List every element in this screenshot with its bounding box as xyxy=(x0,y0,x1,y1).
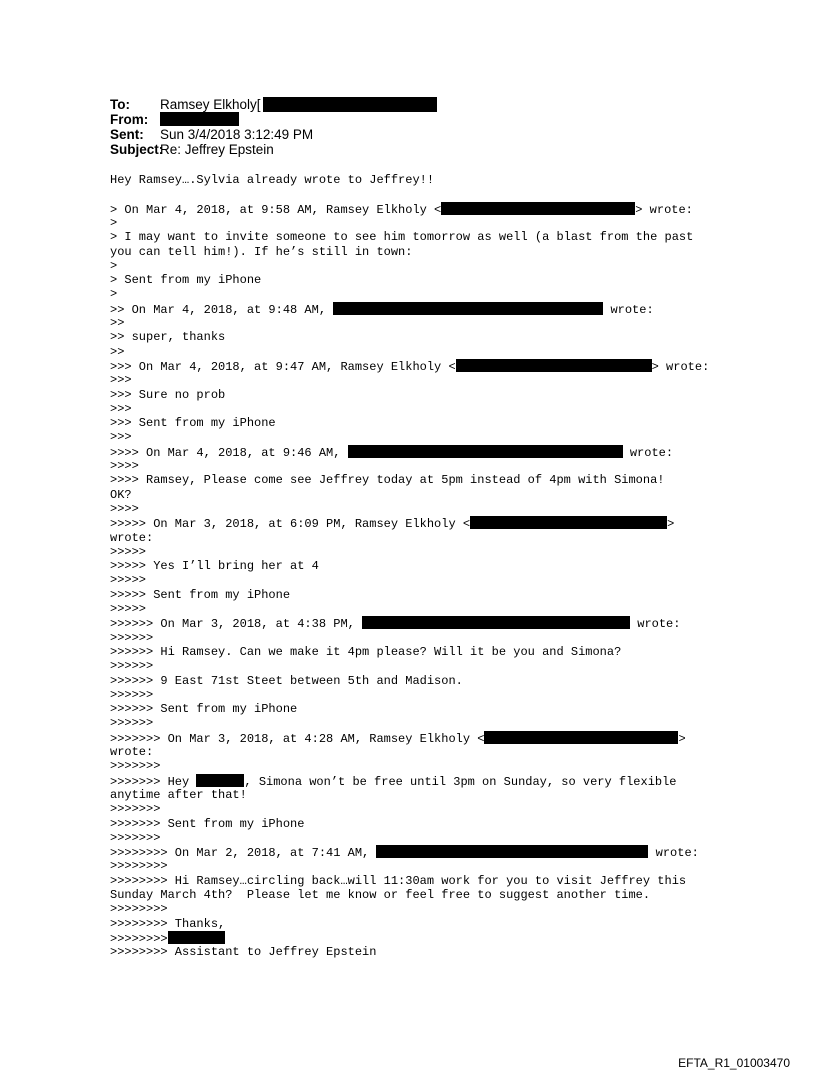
redaction-box xyxy=(196,774,244,787)
body-line: >>> xyxy=(110,430,132,445)
body-line: >>>>>> Sent from my iPhone xyxy=(110,702,298,717)
redaction-box xyxy=(484,731,678,744)
redaction-box xyxy=(168,931,225,944)
body-line: >>>>> On Mar 3, 2018, at 6:09 PM, Ramsey Elkholy < > xyxy=(110,517,675,532)
body-line: >>>> Ramsey, Please come see Jeffrey today at 5pm instead of 4pm with Simona! xyxy=(110,473,665,488)
body-line: >>>>>>>> Thanks, xyxy=(110,916,226,931)
body-line: >>> xyxy=(110,401,132,416)
subject-value: Re: Jeffrey Epstein xyxy=(160,142,274,157)
body-line: >>>>>> xyxy=(110,659,154,674)
subject-label: Subject: xyxy=(110,142,164,157)
redaction-box xyxy=(160,112,239,126)
sent-value: Sun 3/4/2018 3:12:49 PM xyxy=(160,127,314,142)
body-line: >>>>>>>> On Mar 2, 2018, at 7:41 AM, wrote: xyxy=(110,846,699,861)
redaction-box xyxy=(441,202,635,215)
body-line: >>>>> xyxy=(110,602,147,616)
body-line: >> super, thanks xyxy=(110,330,226,345)
redaction-box xyxy=(348,445,623,458)
redaction-box xyxy=(470,516,667,529)
document-id: EFTA_R1_01003470 xyxy=(678,1056,790,1070)
body-line: > I may want to invite someone to see him tomorrow as well (a blast from the past xyxy=(110,230,694,245)
body-line: >>>>>> xyxy=(110,630,154,645)
body-line: >>>>>>> Sent from my iPhone xyxy=(110,816,305,831)
body-line: you can tell him!). If he’s still in town: xyxy=(110,244,413,259)
body-line: >>>>>> Hi Ramsey. Can we make it 4pm please? Will it be you and Simona? xyxy=(110,644,622,659)
body-line: >>>>> xyxy=(110,573,147,588)
body-line: anytime after that! xyxy=(110,787,247,802)
body-line: >>>>>>>> xyxy=(110,931,225,945)
body-line: >>> Sent from my iPhone xyxy=(110,416,276,431)
body-line: >>>>>>>> Assistant to Jeffrey Epstein xyxy=(110,945,377,960)
body-line: >> xyxy=(110,344,125,359)
body-line: >>>> On Mar 4, 2018, at 9:46 AM, wrote: xyxy=(110,445,674,460)
body-line: >>>>> Sent from my iPhone xyxy=(110,587,291,602)
body-line: OK? xyxy=(110,487,132,502)
body-line: >> xyxy=(110,316,125,330)
redaction-box xyxy=(333,302,603,315)
body-line: >>>>>> xyxy=(110,716,154,731)
redaction-box xyxy=(362,616,630,629)
sent-label: Sent: xyxy=(110,127,144,142)
body-line: >>>>>>> xyxy=(110,802,161,817)
body-line: > xyxy=(110,258,118,273)
body-line: > xyxy=(110,287,118,302)
body-line: >>>>>>>> xyxy=(110,859,168,874)
body-line: >>>>>>>> Hi Ramsey…circling back…will 11:30am work for you to visit Jeffrey this xyxy=(110,873,687,888)
body-line: >>>> xyxy=(110,501,139,516)
redaction-box xyxy=(376,845,648,858)
body-line: >> On Mar 4, 2018, at 9:48 AM, wrote: xyxy=(110,302,654,317)
body-line: >>> On Mar 4, 2018, at 9:47 AM, Ramsey Elkholy < > wrote: xyxy=(110,359,710,374)
body-line: >>>>> Yes I’ll bring her at 4 xyxy=(110,559,319,574)
body-line: >>> xyxy=(110,373,132,388)
body-line: Sunday March 4th? Please let me know or feel free to suggest another time. xyxy=(110,888,651,902)
body-line: >>>>>> xyxy=(110,687,154,702)
body-line: >>>>>>>> xyxy=(110,902,168,917)
body-line: >>> Sure no prob xyxy=(110,387,226,402)
body-line: > xyxy=(110,215,118,230)
body-line: >>>>> xyxy=(110,544,147,559)
body-line: >>>>>>> Hey , Simona won’t be free until 3pm on Sunday, so very flexible xyxy=(110,774,677,789)
from-label: From: xyxy=(110,112,149,127)
body-line: Hey Ramsey….Sylvia already wrote to Jeffrey!! xyxy=(110,173,435,187)
redaction-box xyxy=(456,359,652,372)
body-line: >>>>>>> xyxy=(110,759,161,774)
body-line: >>>>>> On Mar 3, 2018, at 4:38 PM, wrote: xyxy=(110,617,681,632)
to-value: Ramsey Elkholy[ xyxy=(160,97,261,112)
body-line: > Sent from my iPhone xyxy=(110,273,262,288)
body-line: wrote: xyxy=(110,530,154,545)
body-line: >>>>>> 9 East 71st Steet between 5th and Madison. xyxy=(110,673,463,688)
redaction-box xyxy=(263,97,437,112)
body-line: >>>> xyxy=(110,459,139,473)
body-line: > On Mar 4, 2018, at 9:58 AM, Ramsey Elkholy < > wrote: xyxy=(110,202,693,217)
body-line: >>>>>>> On Mar 3, 2018, at 4:28 AM, Ramsey Elkholy < > xyxy=(110,731,686,746)
body-line: >>>>>>> xyxy=(110,830,161,845)
to-label: To: xyxy=(110,97,130,112)
body-line: wrote: xyxy=(110,745,154,759)
